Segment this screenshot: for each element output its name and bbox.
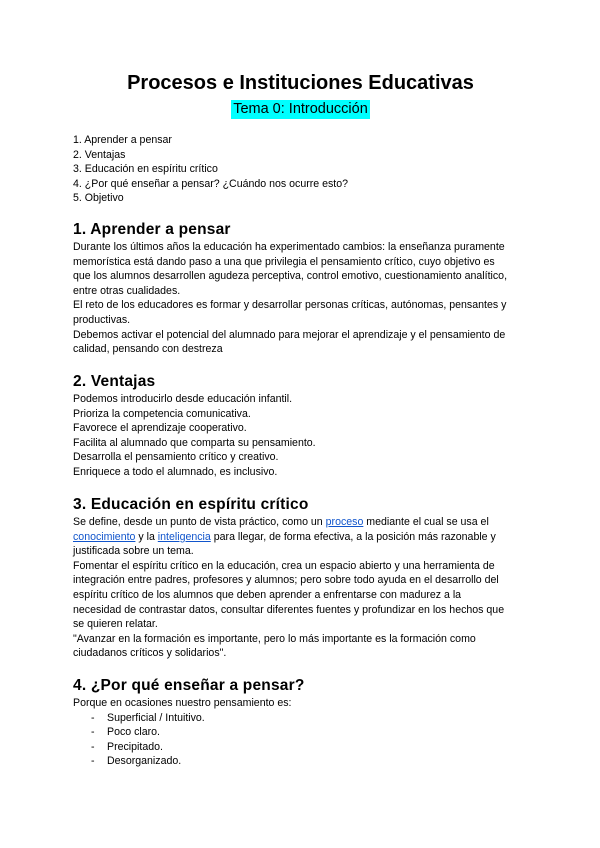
link-proceso[interactable]: proceso bbox=[325, 516, 364, 528]
text-line: Durante los últimos años la educación ha experimentado cambios: la enseñanza puramente bbox=[73, 241, 505, 253]
table-of-contents bbox=[73, 133, 348, 206]
text-line: Facilita al alumnado que comparta su pensamiento. bbox=[73, 436, 316, 449]
section-2-body bbox=[73, 392, 533, 480]
text-fragment: y la bbox=[135, 530, 158, 543]
text-line bbox=[73, 515, 533, 530]
text-line: Enriquece a todo el alumnado, es inclusivo. bbox=[73, 465, 278, 478]
bullet-dash: - bbox=[91, 726, 95, 739]
text-line: Favorece el aprendizaje cooperativo. bbox=[73, 422, 247, 435]
toc-item: 3. Educación en espíritu crítico bbox=[73, 163, 218, 176]
text-line: Fomentar el espíritu crítico en la educación, crea un espacio abierto y una herramienta de bbox=[73, 559, 495, 572]
text-line: ciudadanos críticos y solidarios". bbox=[73, 647, 227, 660]
link-inteligencia[interactable]: inteligencia bbox=[157, 530, 211, 543]
list-item-text: Precipitado. bbox=[107, 740, 163, 753]
text-line: calidad, pensando con destreza bbox=[73, 343, 223, 356]
text-line: integración entre padres, profesores y alumnos; pero sobre todo ayuda en el desarrollo del bbox=[73, 574, 499, 587]
text-line: productivas. bbox=[73, 313, 131, 326]
link-conocimiento[interactable]: conocimiento bbox=[73, 530, 136, 543]
text-line: justificada sobre un tema. bbox=[73, 545, 194, 558]
section-2-heading: 2. Ventajas bbox=[73, 373, 156, 390]
text-line: que los alumnos desarrollen agudeza perceptiva, control emotivo, cuestionamiento analítico, bbox=[73, 270, 508, 283]
list-item bbox=[73, 725, 533, 740]
text-line: Desarrolla el pensamiento crítico y creativo. bbox=[73, 451, 279, 464]
section-1-body bbox=[73, 240, 533, 357]
text-line: entre otras cualidades. bbox=[73, 284, 181, 297]
text-line: necesidad de contrastar datos, consultar diferentes fuentes y profundizar en los hechos que bbox=[73, 603, 505, 616]
text-fragment: Se define, desde un punto de vista práctico, como un bbox=[73, 516, 326, 528]
document-subtitle: Tema 0: Introducción bbox=[233, 101, 368, 117]
list-item-text: Poco claro. bbox=[107, 726, 160, 739]
text-line: espíritu crítico de los alumnos que deben aprender a enfrentarse con madurez a la bbox=[73, 588, 462, 601]
text-fragment: para llegar, de forma efectiva, a la posición más razonable y bbox=[210, 530, 496, 543]
bullet-dash: - bbox=[91, 755, 95, 768]
text-line: Podemos introducirlo desde educación infantil. bbox=[73, 393, 293, 405]
text-line bbox=[73, 530, 533, 545]
subtitle-container bbox=[73, 100, 528, 119]
list-item-text: Desorganizado. bbox=[107, 755, 182, 768]
toc-item: 1. Aprender a pensar bbox=[73, 134, 172, 146]
list-item bbox=[73, 740, 533, 755]
list-item-text: Superficial / Intuitivo. bbox=[107, 711, 205, 724]
text-fragment: mediante el cual se usa el bbox=[363, 516, 489, 528]
section-3-heading: 3. Educación en espíritu crítico bbox=[73, 496, 309, 513]
text-line: "Avanzar en la formación es importante, pero lo más importante es la formación como bbox=[73, 632, 476, 645]
text-line: Debemos activar el potencial del alumnado para mejorar el aprendizaje y el pensamiento de bbox=[73, 328, 506, 341]
section-1-heading: 1. Aprender a pensar bbox=[73, 221, 231, 238]
text-line: memorística está dando paso a una que privilegia el pensamiento crítico, cuyo objetivo es bbox=[73, 255, 495, 268]
text-line: se quieren relatar. bbox=[73, 618, 158, 631]
text-line: Porque en ocasiones nuestro pensamiento es: bbox=[73, 697, 292, 709]
bullet-dash: - bbox=[91, 740, 95, 753]
list-item bbox=[73, 711, 533, 726]
section-4-body bbox=[73, 696, 533, 769]
list-item bbox=[73, 754, 533, 769]
text-line: El reto de los educadores es formar y desarrollar personas críticas, autónomas, pensantes y bbox=[73, 299, 507, 312]
bullet-dash: - bbox=[91, 711, 95, 724]
text-line: Prioriza la competencia comunicativa. bbox=[73, 407, 251, 420]
section-3-body bbox=[73, 515, 533, 661]
toc-item: 5. Objetivo bbox=[73, 192, 124, 205]
document-title: Procesos e Instituciones Educativas bbox=[127, 72, 474, 94]
section-4-heading: 4. ¿Por qué enseñar a pensar? bbox=[73, 677, 305, 694]
toc-item: 4. ¿Por qué enseñar a pensar? ¿Cuándo nos ocurre esto? bbox=[73, 177, 349, 190]
toc-item: 2. Ventajas bbox=[73, 148, 126, 161]
